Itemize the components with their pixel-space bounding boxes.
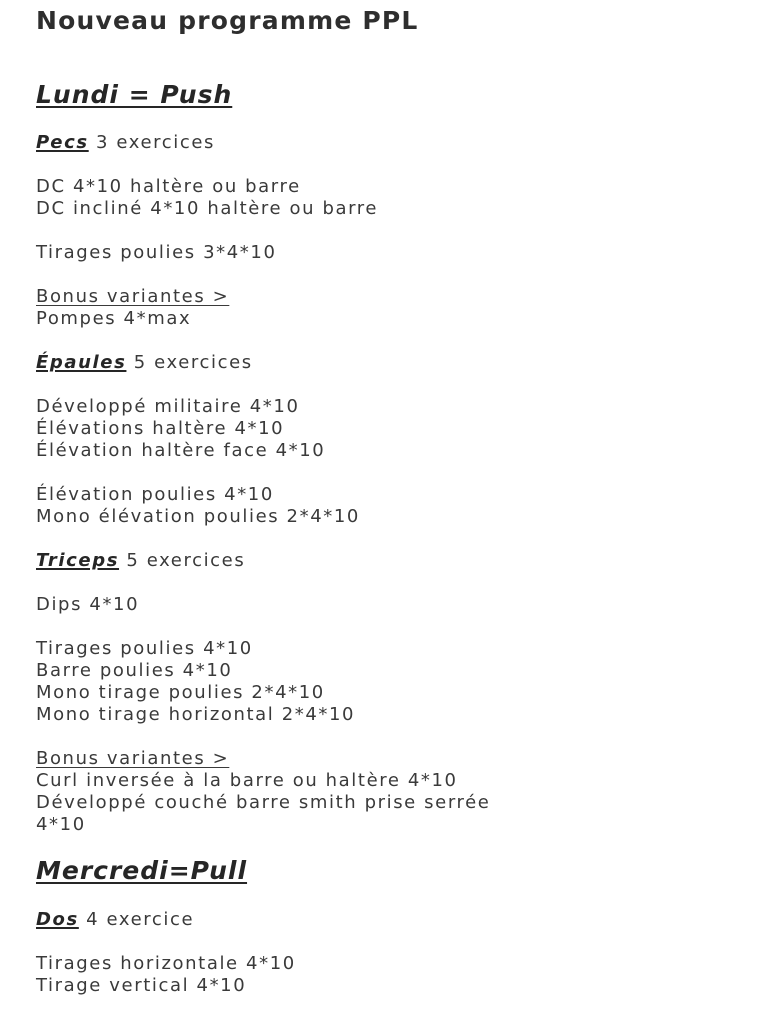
triceps-exercise-1: Dips 4*10 bbox=[36, 594, 140, 615]
back-exercise-2: Tirage vertical 4*10 bbox=[36, 975, 247, 996]
triceps-bonus-1: Curl inversée à la barre ou haltère 4*10 bbox=[36, 770, 458, 791]
back-label: Dos bbox=[36, 909, 79, 930]
triceps-exercise-4: Mono tirage poulies 2*4*10 bbox=[36, 682, 325, 703]
triceps-section-header bbox=[36, 550, 245, 572]
triceps-bonus-2-continued: 4*10 bbox=[36, 814, 86, 835]
triceps-exercise-3: Barre poulies 4*10 bbox=[36, 660, 233, 681]
back-section-header bbox=[36, 909, 194, 931]
pecs-section-header bbox=[36, 132, 215, 154]
pecs-bonus-link[interactable] bbox=[36, 286, 229, 308]
pecs-label: Pecs bbox=[36, 132, 89, 153]
back-exercise-1: Tirages horizontale 4*10 bbox=[36, 953, 296, 974]
pecs-exercise-2: DC incliné 4*10 haltère ou barre bbox=[36, 198, 379, 219]
shoulders-count: 5 exercices bbox=[133, 352, 253, 373]
pecs-exercise-1: DC 4*10 haltère ou barre bbox=[36, 176, 301, 197]
triceps-bonus-label[interactable]: Bonus variantes > bbox=[36, 748, 230, 769]
wednesday-heading: Mercredi=Pull bbox=[36, 856, 248, 885]
pecs-exercise-3: Tirages poulies 3*4*10 bbox=[36, 242, 277, 263]
back-count: 4 exercice bbox=[86, 909, 195, 930]
shoulders-exercise-5: Mono élévation poulies 2*4*10 bbox=[36, 506, 360, 527]
triceps-bonus-2: Développé couché barre smith prise serrée bbox=[36, 792, 491, 813]
shoulders-label: Épaules bbox=[36, 352, 127, 373]
triceps-label: Triceps bbox=[36, 550, 120, 571]
triceps-bonus-link[interactable] bbox=[36, 748, 229, 770]
monday-heading: Lundi = Push bbox=[36, 80, 233, 109]
triceps-count: 5 exercices bbox=[126, 550, 246, 571]
pecs-bonus-label[interactable]: Bonus variantes > bbox=[36, 286, 230, 307]
shoulders-section-header bbox=[36, 352, 253, 374]
shoulders-exercise-3: Élévation haltère face 4*10 bbox=[36, 440, 326, 461]
pecs-bonus-1: Pompes 4*max bbox=[36, 308, 192, 329]
note-title: Nouveau programme PPL bbox=[36, 6, 419, 35]
triceps-exercise-5: Mono tirage horizontal 2*4*10 bbox=[36, 704, 356, 725]
shoulders-exercise-1: Développé militaire 4*10 bbox=[36, 396, 300, 417]
shoulders-exercise-2: Élévations haltère 4*10 bbox=[36, 418, 285, 439]
pecs-count: 3 exercices bbox=[96, 132, 215, 153]
shoulders-exercise-4: Élévation poulies 4*10 bbox=[36, 484, 274, 505]
triceps-exercise-2: Tirages poulies 4*10 bbox=[36, 638, 253, 659]
